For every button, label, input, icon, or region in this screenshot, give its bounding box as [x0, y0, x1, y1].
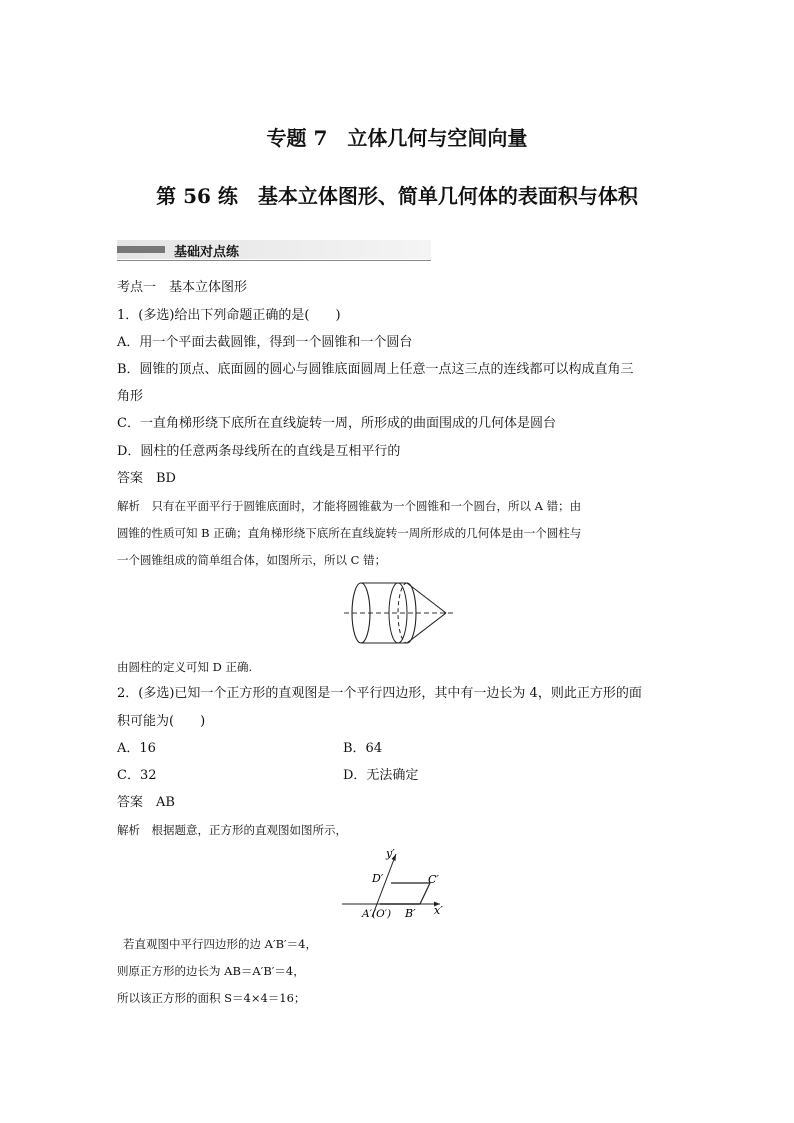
q1-stem: 1．(多选)给出下列命题正确的是( ): [117, 308, 341, 323]
q2-answer: 答案 AB: [117, 795, 175, 810]
q1-option-b: B．圆锥的顶点、底面圆的圆心与圆锥底面圆周上任意一点这三点的连线都可以构成直角三: [117, 362, 634, 377]
q1-answer: 答案 BD: [117, 471, 176, 486]
q2-option-c: C．32: [117, 768, 157, 783]
point-d-label: D′: [372, 872, 384, 885]
q1-analysis-line: 一个圆锥组成的简单组合体，如图所示，所以 C 错；: [117, 553, 387, 567]
cone-top-edge: [407, 583, 446, 613]
q2-stem-line: 2．(多选)已知一个正方形的直观图是一个平行四边形，其中有一边长为 4，则此正方形的面: [117, 686, 642, 701]
q1-analysis-line: 解析 只有在平面平行于圆锥底面时，才能将圆锥截为一个圆锥和一个圆台，所以 A 错；由: [117, 499, 582, 513]
y-axis-label: y′: [386, 847, 395, 860]
section-header: [117, 240, 431, 262]
section-header-underline: [117, 260, 431, 261]
q1-analysis-line: 圆锥的性质可知 B 正确；直角梯形绕下底所在直线旋转一周所形成的几何体是由一个圆柱与: [117, 526, 582, 540]
q2-analysis-intro: 解析 根据题意，正方形的直观图如图所示，: [117, 823, 347, 837]
parallelogram-right-side: [420, 883, 430, 904]
q2-analysis-line: 若直观图中平行四边形的边 A′B′＝4，: [123, 937, 317, 951]
q2-option-d: D．无法确定: [343, 768, 419, 783]
q2-option-a: A．16: [117, 741, 156, 756]
kaodian-heading: 考点一 基本立体图形: [117, 280, 248, 295]
q2-analysis-line: 所以该正方形的面积 S＝4×4＝16；: [117, 991, 306, 1005]
q2-stem-line: 积可能为( ): [117, 714, 206, 729]
point-a-label: A′(O′): [362, 908, 392, 920]
cylinder-cone-figure: [338, 576, 458, 650]
q1-option-b-cont: 角形: [117, 389, 144, 404]
q2-analysis-line: 则原正方形的边长为 AB＝A′B′＝4，: [117, 964, 305, 978]
lesson-title: 第 56 练 基本立体图形、简单几何体的表面积与体积: [156, 184, 638, 208]
point-b-label: B′: [405, 907, 416, 920]
q1-option-a: A．用一个平面去截圆锥，得到一个圆锥和一个圆台: [117, 335, 413, 350]
section-label: 基础对点练: [174, 245, 240, 260]
section-header-marker: [117, 246, 165, 253]
q1-analysis-conclusion: 由圆柱的定义可知 D 正确.: [117, 660, 253, 674]
q1-option-d: D．圆柱的任意两条母线所在的直线是互相平行的: [117, 444, 401, 459]
x-axis-label: x′: [434, 904, 443, 917]
cone-bottom-edge: [407, 613, 446, 643]
topic-title: 专题 7 立体几何与空间向量: [266, 126, 528, 150]
q1-option-c: C．一直角梯形绕下底所在直线旋转一周，所形成的曲面围成的几何体是圆台: [117, 416, 556, 431]
parallelogram-figure: [336, 846, 452, 926]
point-c-label: C′: [428, 873, 439, 886]
q2-option-b: B．64: [343, 741, 383, 756]
